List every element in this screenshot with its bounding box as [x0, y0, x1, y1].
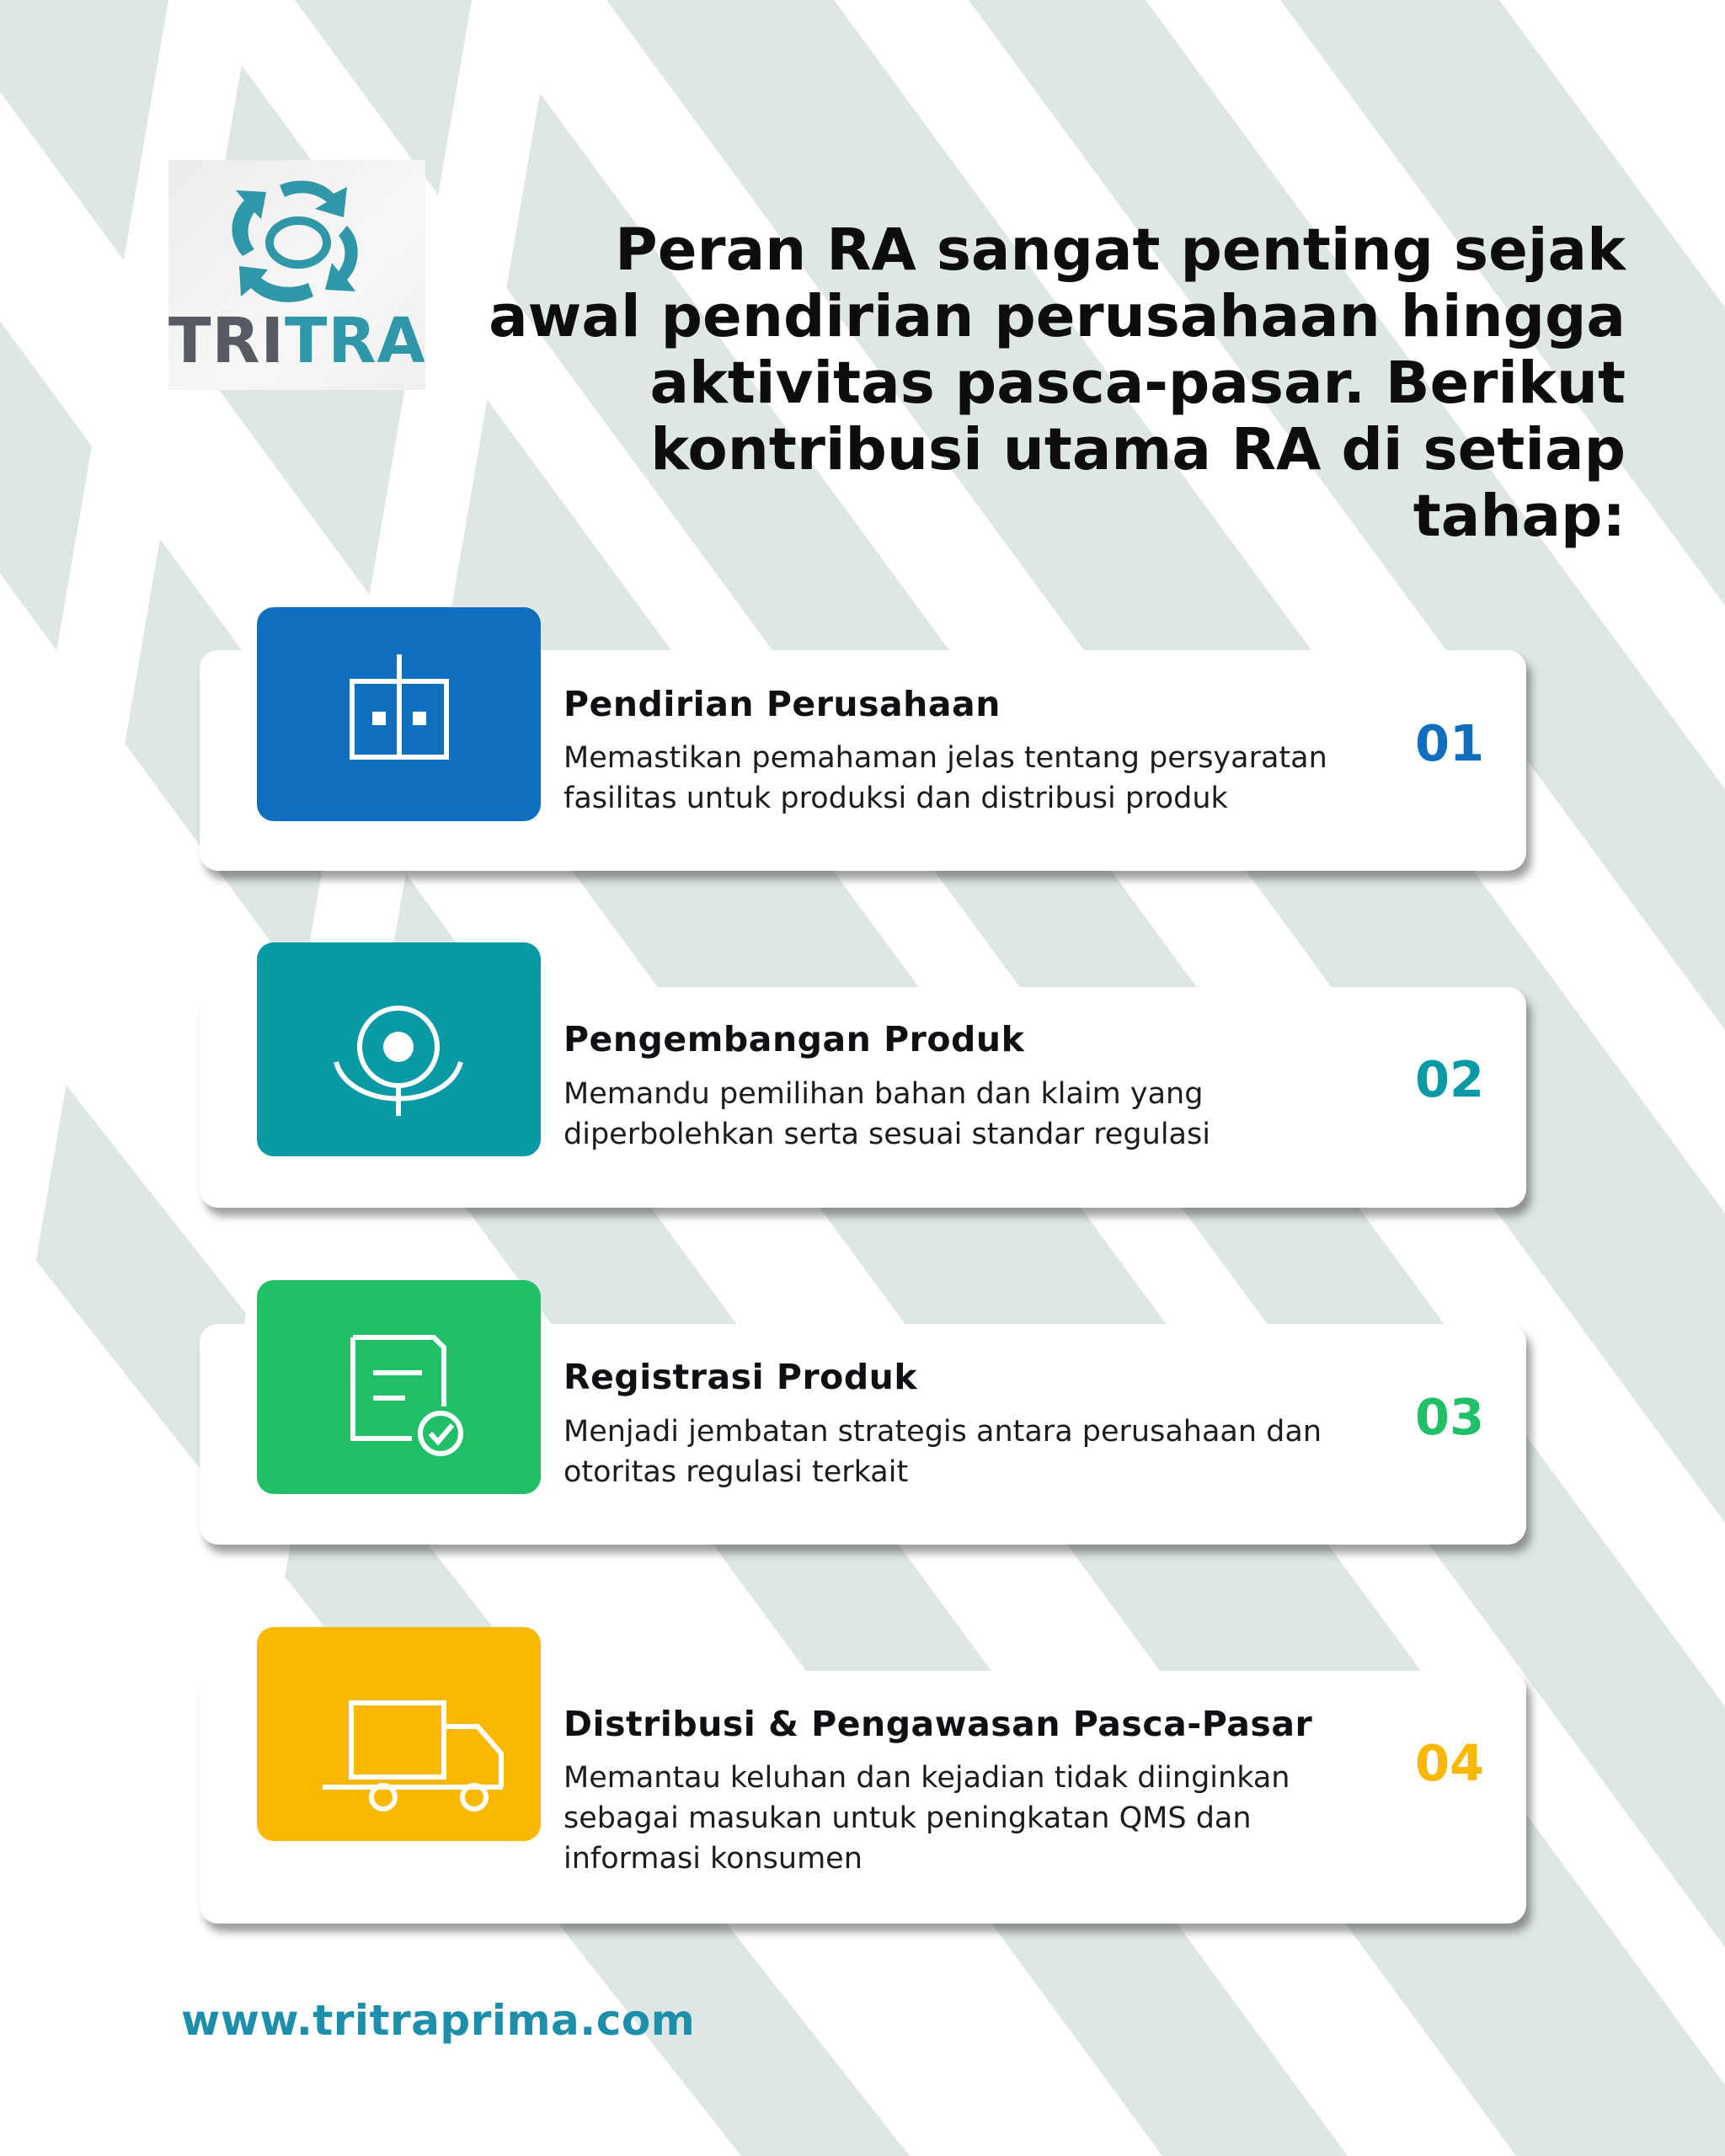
- headline: Peran RA sangat penting sejak awal pendirian perusahaan hingga aktivitas pasca-pasar. Berikut kontribusi utama RA di setiap tahap:: [489, 216, 1626, 550]
- step-number: 01: [1415, 714, 1485, 772]
- website-link[interactable]: www.tritraprima.com: [181, 1996, 696, 2045]
- step-icon-tile: [257, 607, 541, 821]
- step-description: Memantau keluhan dan kejadian tidak diinginkan sebagai masukan untuk peningkatan QMS dan informasi konsumen: [563, 1761, 1290, 1876]
- building-icon: [257, 607, 541, 821]
- step-number: 03: [1415, 1388, 1485, 1446]
- step-description: Memastikan pemahaman jelas tentang persyaratan fasilitas untuk produksi dan distribusi produk: [563, 741, 1327, 815]
- recycle-arrows-icon: [221, 179, 374, 305]
- step-icon-tile: [257, 1627, 541, 1841]
- step-description: Menjadi jembatan strategis antara perusahaan dan otoritas regulasi terkait: [563, 1415, 1322, 1489]
- step-title: Pengembangan Produk: [563, 1019, 1025, 1059]
- logo-wordmark: TRITRA: [168, 305, 426, 377]
- target-sensor-icon: [257, 942, 541, 1156]
- brand-logo: [168, 160, 425, 390]
- step-title: Pendirian Perusahaan: [563, 684, 1001, 724]
- step-title: Distribusi & Pengawasan Pasca-Pasar: [563, 1704, 1313, 1744]
- step-icon-tile: [257, 1280, 541, 1494]
- delivery-truck-icon: [257, 1627, 541, 1841]
- step-description: Memandu pemilihan bahan dan klaim yang diperbolehkan serta sesuai standar regulasi: [563, 1077, 1210, 1151]
- step-number: 04: [1415, 1734, 1485, 1792]
- step-icon-tile: [257, 942, 541, 1156]
- step-number: 02: [1415, 1050, 1485, 1108]
- step-title: Registrasi Produk: [563, 1357, 918, 1397]
- document-check-icon: [257, 1280, 541, 1494]
